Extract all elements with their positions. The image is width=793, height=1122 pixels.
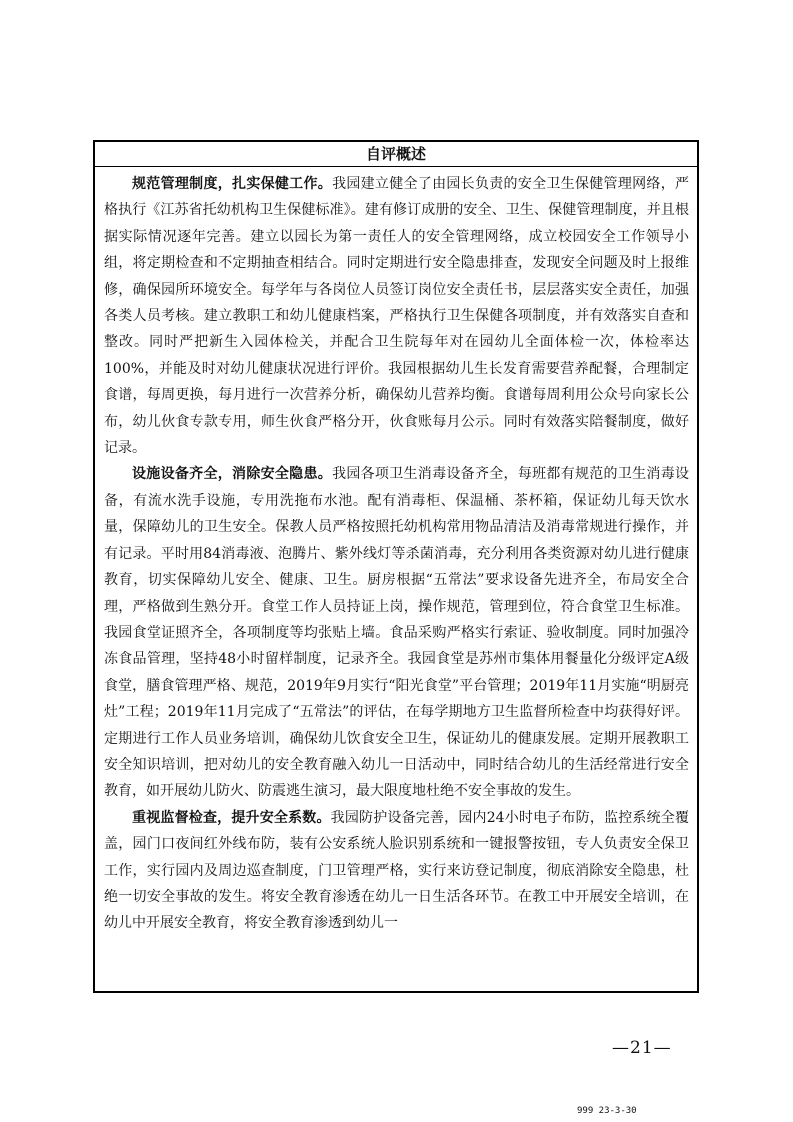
evaluation-table <box>93 140 699 993</box>
paragraph-heading: 重视监督检查，提升安全系数。 <box>132 809 331 826</box>
table-header: 自评概述 <box>95 142 697 167</box>
paragraph-heading: 规范管理制度，扎实保健工作。 <box>132 176 333 192</box>
paragraph-facilities <box>104 461 689 804</box>
table-body <box>95 167 697 937</box>
paragraph-heading: 设施设备齐全，消除安全隐患。 <box>132 466 333 483</box>
paragraph-text: 我园建立健全了由园长负责的安全卫生保健管理网络，严格执行《江苏省托幼机构卫生保健标准》。建有修订成册的安全、卫生、保健管理制度，并且根据实际情况逐年完善。建立以园长为第一责任人的安全管理网络，成立校园安全工作领导小组，将定期检查和不定期抽查相结合。同时定期进行安全隐患排查，发现安全问题及时上报维修，确保园所环境安全。每学年与各岗位人员签订岗位安全责任书，层层落实安全责任，加强各类人员考核。建立教职工和幼儿健康档案，严格执行卫生保健各项制度，并有效落实自查和整改。同时严把新生入园体检关，并配合卫生院每年对在园幼儿全面体检一次，体检率达100%，并能及时对幼儿健康状况进行评价。我园根据幼儿生长发育需要营养配餐，合理制定食谱，每周更换，每月进行一次营养分析，确保幼儿营养均衡。食谱每周利用公众号向家长公布，幼儿伙食专款专用，师生伙食严格分开，伙食账每月公示。同时有效落实陪餐制度，做好记录。 <box>104 176 690 457</box>
print-stamp: 999 23-3-30 <box>577 1106 637 1116</box>
paragraph-text: 我园防护设备完善，园内24小时电子布防，监控系统全覆盖，园门口夜间红外线布防，装有公安系统人脸识别系统和一键报警按钮，专人负责安全保卫工作，实行园内及周边巡查制度，门卫管理严格，实行来访登记制度，彻底消除安全隐患，杜绝一切安全事故的发生。将安全教育渗透在幼儿一日生活各环节。在教工中开展安全培训，在幼儿中开展安全教育，将安全教育渗透到幼儿一 <box>104 809 689 932</box>
page-number: —21— <box>612 1038 672 1058</box>
paragraph-text: 我园各项卫生消毒设备齐全，每班都有规范的卫生消毒设备，有流水洗手设施，专用洗拖布水池。配有消毒柜、保温桶、茶杯箱，保证幼儿每天饮水量，保障幼儿的卫生安全。保教人员严格按照托幼机构常用物品清洁及消毒常规进行操作，并有记录。平时用84消毒液、泡腾片、紫外线灯等杀菌消毒，充分利用各类资源对幼儿进行健康教育，切实保障幼儿安全、健康、卫生。厨房根据“五常法”要求设备先进齐全，布局安全合理，严格做到生熟分开。食堂工作人员持证上岗，操作规范，管理到位，符合食堂卫生标准。我园食堂证照齐全，各项制度等均张贴上墙。食品采购严格实行索证、验收制度。同时加强冷冻食品管理，坚持48小时留样制度，记录齐全。我园食堂是苏州市集体用餐量化分级评定A级食堂，膳食管理严格、规范，2019年9月实行“阳光食堂”平台管理；2019年11月实施“明厨亮灶”工程；2019年11月完成了“五常法”的评估，在每学期地方卫生监督所检查中均获得好评。定期进行工作人员业务培训，确保幼儿饮食安全卫生，保证幼儿的健康发展。定期开展教职工安全知识培训，把对幼儿的安全教育融入幼儿一日活动中，同时结合幼儿的生活经常进行安全教育，如开展幼儿防火、防震逃生演习，最大限度地杜绝不安全事故的发生。 <box>104 466 690 800</box>
paragraph-management <box>104 171 689 461</box>
paragraph-supervision <box>104 805 689 937</box>
